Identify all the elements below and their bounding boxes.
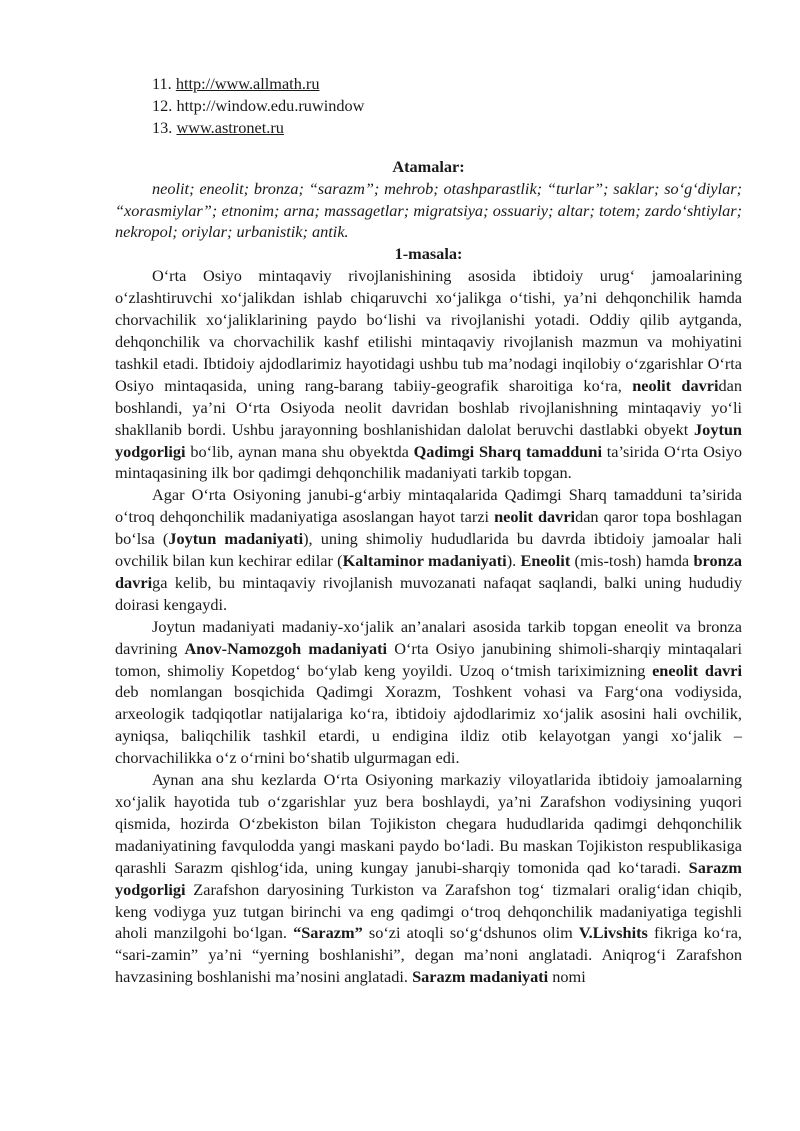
text-run: O‘rta Osiyo janubining shimoli-sharqiy mintaqalari tomon, shimoliy Kopetdog‘ bo‘ylab keng yoyildi. Uzoq o‘tmish tariximizning: [115, 638, 742, 680]
document-page: [115, 73, 742, 988]
text-run: Aynan ana shu kezlarda O‘rta Osiyoning markaziy viloyatlarida ibtidoiy jamoalarning xo‘jalik hayotida tub o‘zgarishlar yuz bera boshlaydi, ya’ni Zarafshon vodiysining yuqori qismida, hozirda O‘zbekiston bilan Tojikiston chegara hududlarida qadimgi dehqonchilik madaniyatining favqulodda yangi maskani paydo bo‘ladi. Bu maskan Tojikiston respublikasiga qarashli Sarazm qishlog‘ida, uning kungay janubi-sharqiy tomonida qad ko‘taradi.: [115, 770, 742, 877]
bold-term: Joytun madaniyati: [168, 529, 304, 549]
text-run: Zarafshon daryosining Turkiston va Zarafshon tog‘ tizmalari oralig‘idan chiqib, keng vodiyga yuz tutgan birinchi va eng qadimgi o‘troq dehqonchilik madaniyatiga tegishli aholi manzilgohi bo‘lgan.: [115, 879, 742, 943]
text-run: O‘rta Osiyo mintaqaviy rivojlanishining asosida ibtidoiy urug‘ jamoalarining o‘zlashtiruvchi xo‘jalikdan ishlab chiqaruvchi xo‘jalikga o‘tishi, ya’ni dehqonchilik hamda chorvachilik xo‘jaliklarining paydo bo‘lishi va rivojlanishi yotadi. Oddiy qilib aytganda, dehqonchilik va chorvachilik kashf etilishi mintaqaviy rivojlanish mazmun va mohiyatini tashkil etadi. Ibtidoiy ajdodlarimiz hayotidagi ushbu tub ma’nodagi inqilobiy o‘zgarishlar O‘rta Osiyo mintaqasida, uning rang-barang tabiiy-geografik sharoitiga ko‘ra,: [115, 266, 742, 395]
text-run: Agar O‘rta Osiyoning janubi-g‘arbiy mintaqalarida Qadimgi Sharq tamadduni ta’sirida o‘troq dehqonchilik madaniyatiga asoslangan hayot tarzi: [115, 485, 742, 527]
body-text: [115, 265, 742, 988]
reference-item: [152, 73, 742, 95]
reference-number: 13.: [152, 117, 173, 137]
reference-item: [152, 95, 742, 117]
text-run: Joytun madaniyati madaniy-xo‘jalik an’analari asosida tarkib topgan eneolit va bronza davrining: [115, 616, 742, 658]
text-run: bo‘lib, aynan mana shu obyektda: [185, 441, 414, 461]
reference-item: [152, 117, 742, 139]
text-run: ), uning shimoliy hududlarida bu davrda ibtidoiy jamoalar hali ovchilik bilan kun kechirar edilar (: [115, 529, 743, 571]
bold-term: bronza davri: [115, 551, 743, 592]
body-paragraph: [115, 265, 742, 484]
text-run: ga kelib, bu mintaqaviy rivojlanish muvozanati nafaqat saqlandi, balki uning hududiy doirasi kengaydi.: [115, 572, 742, 614]
text-run: so‘zi atoqli so‘g‘dshunos olim: [362, 923, 579, 943]
text-run: dan boshlandi, ya’ni O‘rta Osiyoda neolit davridan boshlab rivojlanishning mintaqaviy yo‘li shakllanib bordi. Ushbu jarayonning boshlanishidan dalolat beruvchi dastlabki obyekt: [115, 375, 743, 439]
bold-term: V.Livshits: [578, 923, 648, 943]
text-run: dan qaror topa boshlagan bo‘lsa (: [115, 507, 742, 549]
reference-text: http://window.edu.ruwindow: [176, 95, 365, 115]
terms-list: neolit; eneolit; bronza; “sarazm”; mehrob; otashparastlik; “turlar”; saklar; so‘g‘diylar; “xorasmiylar”; etnonim; arna; massagetlar; migratsiya; ossuariy; altar; totem; zardo‘shtiylar; nekropol; oriylar; urbanistik; antik.: [115, 178, 742, 242]
bold-term: Anov-Namozgoh madaniyati: [184, 638, 388, 658]
text-run: deb nomlangan bosqichida Qadimgi Xorazm, Toshkent vohasi va Farg‘ona vodiysida, arxeologik tadqiqotlar natijalariga ko‘ra, ibtidoiy ajdodlarimiz xo‘jalik asosini hali ovchilik, ayniqsa, baliqchilik tashkil etardi, u endigina ildiz otib kelayotgan yangi xo‘jalik – chorvachilikka o‘z o‘rnini bo‘shatib ulgurmagan edi.: [115, 682, 742, 768]
terms-heading: Atamalar:: [392, 156, 465, 176]
bold-term: Kaltaminor madaniyati: [342, 551, 507, 571]
reference-link[interactable]: http://www.allmath.ru: [175, 74, 320, 93]
problem-heading: 1-masala:: [394, 244, 463, 264]
reference-number: 11.: [152, 74, 172, 93]
bold-term: Eneolit: [520, 551, 571, 571]
bold-term: neolit davri: [632, 375, 719, 395]
reference-link[interactable]: www.astronet.ru: [176, 117, 284, 137]
reference-number: 12.: [152, 95, 173, 115]
bold-term: Qadimgi Sharq tamadduni: [413, 441, 602, 461]
body-paragraph: [115, 769, 742, 988]
reference-list: [115, 73, 742, 139]
text-run: fikriga ko‘ra, “sari-zamin” ya’ni “yerning boshlanishi”, degan ma’noni anglatadi. Aniqrog‘i Zarafshon havzasining boshlanishi ma’nosini anglatadi.: [115, 923, 742, 987]
text-run: ta’sirida O‘rta Osiyo mintaqasining ilk bor qadimgi dehqonchilik madaniyati tarkib topgan.: [115, 441, 743, 483]
text-run: ).: [506, 551, 521, 571]
bold-term: Sarazm yodgorligi: [115, 857, 742, 899]
text-run: (mis-tosh) hamda: [570, 551, 694, 571]
body-paragraph: [115, 616, 742, 769]
bold-term: “Sarazm”: [293, 923, 363, 943]
bold-term: Joytun yodgorligi: [115, 419, 742, 461]
body-paragraph: [115, 484, 742, 615]
bold-term: Sarazm madaniyati: [412, 967, 549, 987]
bold-term: neolit davri: [494, 507, 576, 527]
bold-term: eneolit davri: [652, 660, 742, 680]
text-run: nomi: [548, 967, 586, 987]
